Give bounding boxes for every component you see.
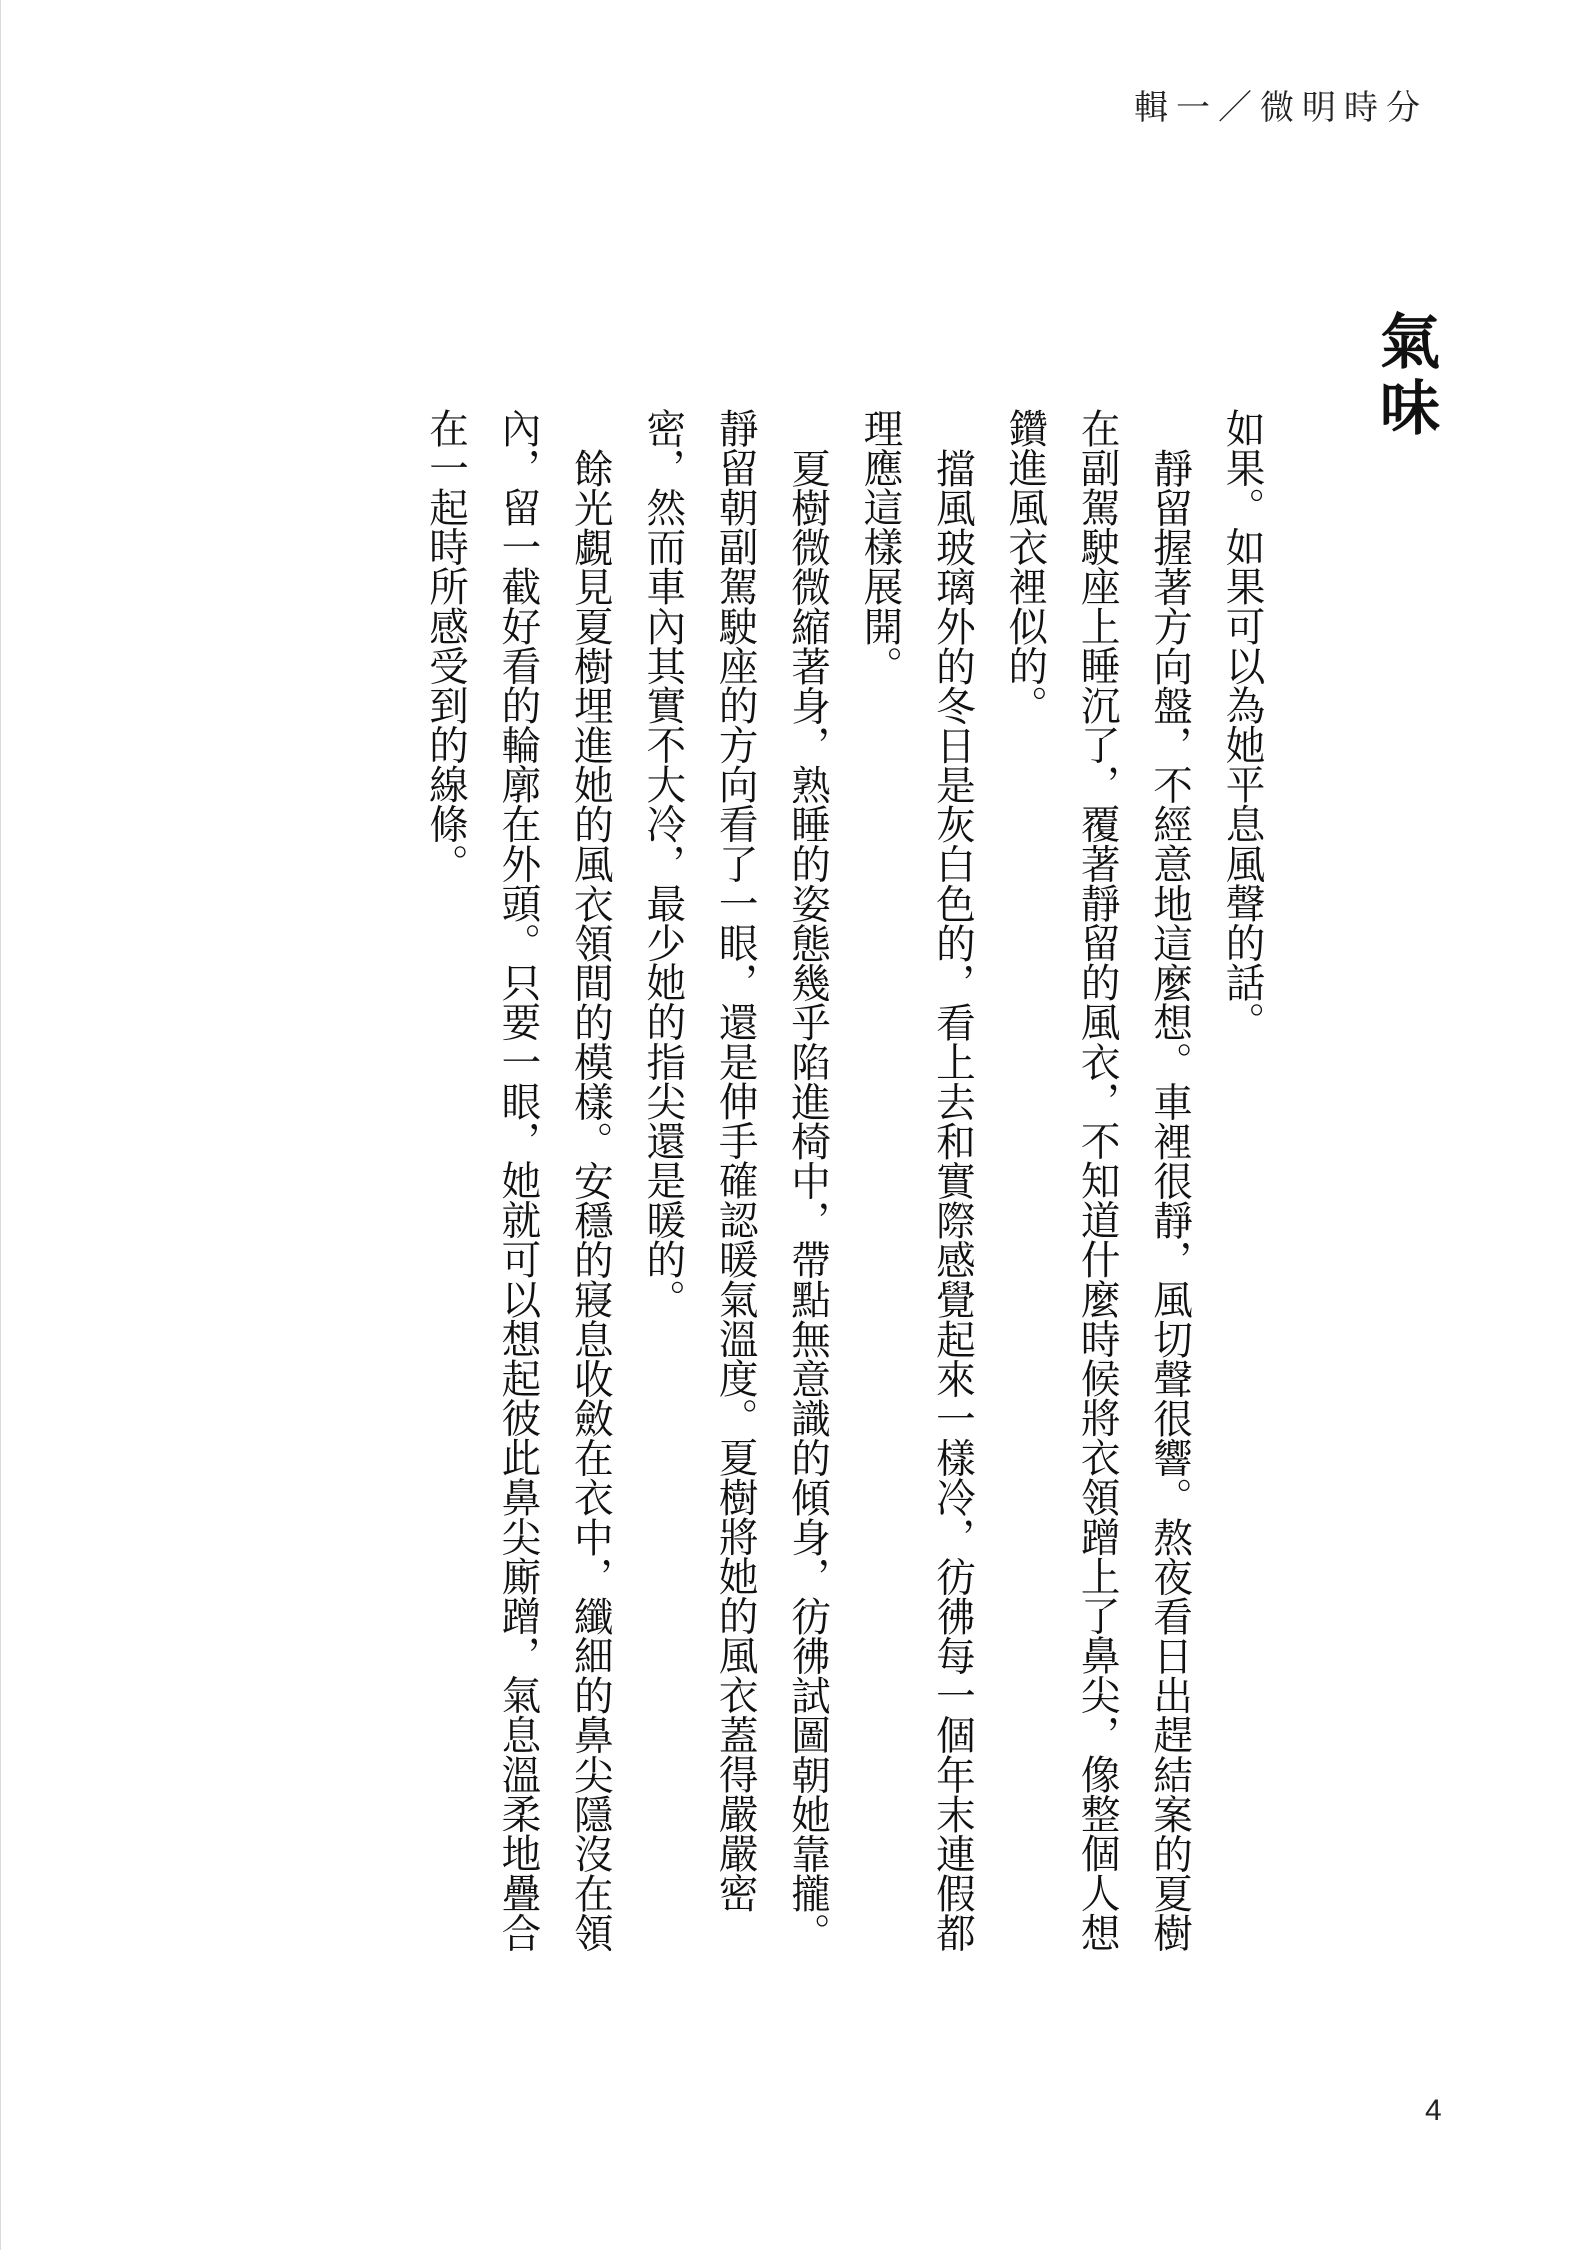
paragraph: 擋風玻璃外的冬日是灰白色的，看上去和實際感覺起來一樣冷，彷彿每一個年末連假都理應這樣展開。	[856, 408, 976, 1953]
paragraph: 夏樹微微縮著身，熟睡的姿態幾乎陷進椅中，帶點無意識的傾身，彷彿試圖朝她靠攏。靜留朝副駕駛座的方向看了一眼，還是伸手確認暖氣溫度。夏樹將她的風衣蓋得嚴嚴密密，然而車內其實不大冷，最少她的指尖還是暖的。	[639, 408, 831, 1953]
page-number: 4	[1425, 2094, 1442, 2127]
paragraph: 餘光覷見夏樹埋進她的風衣領間的模樣。安穩的寢息收斂在衣中，纖細的鼻尖隱沒在領內，留一截好看的輪廓在外頭。只要一眼，她就可以想起彼此鼻尖廝蹭，氣息溫柔地疊合在一起時所感受到的線條。	[422, 408, 614, 1953]
running-head: 輯一／微明時分	[1134, 88, 1428, 128]
paragraph: 靜留握著方向盤，不經意地這麼想。車裡很靜，風切聲很響。熬夜看日出趕結案的夏樹在副駕駛座上睡沉了，覆著靜留的風衣，不知道什麼時候將衣領蹭上了鼻尖，像整個人想鑽進風衣裡似的。	[1001, 408, 1193, 1953]
paragraph: 如果。如果可以為她平息風聲的話。	[1219, 408, 1265, 1042]
body-text	[409, 408, 1278, 1986]
chapter-title: 氣味	[1370, 310, 1440, 442]
